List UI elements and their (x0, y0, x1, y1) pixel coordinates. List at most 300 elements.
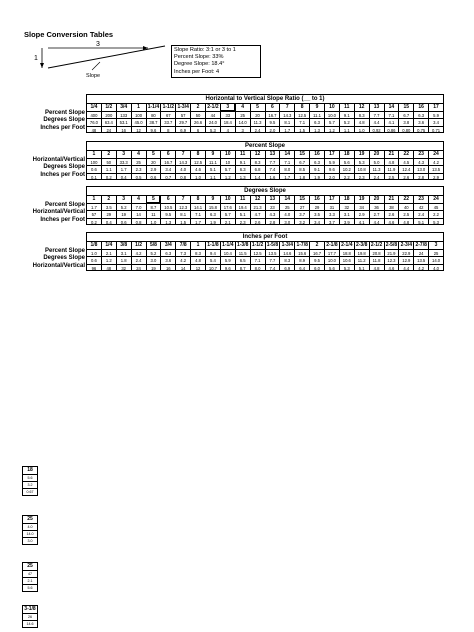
table-cell: 5.1 (413, 218, 428, 226)
column-header: 5 (146, 150, 161, 158)
table-cell: 7.1 (279, 158, 294, 166)
table-cell: 1.7 (190, 218, 205, 226)
rise-arrow-head (40, 63, 44, 68)
table-2 (86, 186, 444, 225)
table-cell: 2.9 (146, 165, 161, 173)
column-header: 8 (190, 150, 205, 158)
table-cell: 2.5 (384, 173, 399, 181)
table-cell: 20.8 (369, 249, 384, 257)
mini-cell: 26 (23, 614, 37, 621)
table-cell: 5.1 (235, 210, 250, 218)
table-cell: 2.9 (428, 173, 444, 181)
table-cell: 5.2 (339, 118, 354, 126)
mini-cell: 0.67 (26, 490, 34, 494)
table-cell: 2.8 (265, 218, 280, 226)
table-cell: 6.3 (205, 210, 220, 218)
column-header: 3 (116, 195, 131, 203)
table-cell: 50 (101, 158, 116, 166)
column-header: 15 (294, 195, 309, 203)
table-header: Percent Slope (86, 141, 444, 150)
table-cell: 2.7 (369, 210, 384, 218)
table-cell: 42 (413, 203, 428, 211)
column-header: 11 (235, 150, 250, 158)
table-cell: 17.7 (324, 249, 339, 257)
column-header: 1-3/4 (279, 241, 294, 249)
column-header: 23 (413, 150, 428, 158)
table-row (86, 256, 444, 264)
column-header: 14 (279, 195, 294, 203)
column-header: 1-5/8 (265, 241, 280, 249)
mini-table (22, 605, 38, 628)
column-header: 10 (324, 103, 339, 111)
table-cell: 0.71 (428, 126, 444, 134)
table-cell: 7.1 (190, 210, 205, 218)
table-cell: 19.8 (354, 249, 369, 257)
mini-table (22, 515, 38, 545)
mini-cell: 47 (23, 571, 37, 578)
table-cell: 40 (398, 203, 413, 211)
table-cell: 1.3 (160, 218, 175, 226)
table-cell: 9.6 (220, 264, 235, 272)
table-cell: 7.3 (175, 249, 190, 257)
table-cell: 4.4 (369, 118, 384, 126)
row-label: Inches per Foot (40, 171, 85, 178)
column-header: 12 (250, 195, 265, 203)
table-cell: 3.6 (160, 256, 175, 264)
column-header: 15 (398, 103, 413, 111)
column-header: 2-3/4 (398, 241, 413, 249)
table-cell: 0.92 (369, 126, 384, 134)
column-header: 4 (131, 195, 146, 203)
table-cell: 5.1 (205, 165, 220, 173)
column-header: 11 (235, 195, 250, 203)
table-cell: 14.0 (428, 256, 444, 264)
table-cell: 4.8 (398, 218, 413, 226)
table-cell: 12 (190, 264, 205, 272)
column-header: 2-1/8 (324, 241, 339, 249)
table-cell: 16.7 (309, 249, 324, 257)
table-cell: 4.3 (265, 210, 280, 218)
table-cell: 8.0 (279, 165, 294, 173)
table-cell: 200 (101, 111, 116, 119)
column-header: 7 (279, 103, 294, 111)
table-cell: 1.3 (309, 126, 324, 134)
table-cell: 33.3 (116, 158, 131, 166)
table-cell: 0.2 (101, 173, 116, 181)
table-cell: 2.2 (428, 210, 444, 218)
table-cell: 14 (175, 264, 190, 272)
table-cell: 2.6 (398, 173, 413, 181)
table-cell: 0.80 (398, 126, 413, 134)
table-cell: 12.5 (250, 249, 265, 257)
table-cell: 4.1 (354, 218, 369, 226)
table-cell: 2.3 (235, 218, 250, 226)
table-cell: 12.3 (175, 203, 190, 211)
mini-header: 3-1/8 (24, 606, 36, 612)
row-label: Percent Slope (44, 109, 85, 116)
column-header: 1 (190, 241, 205, 249)
table-cell: 2.9 (354, 210, 369, 218)
column-header: 7 (175, 150, 190, 158)
table-cell: 6.3 (309, 118, 324, 126)
table-cell: 1.5 (175, 218, 190, 226)
table-cell: 11.8 (369, 256, 384, 264)
column-header: 2-1/2 (205, 103, 220, 111)
table-cell: 4.8 (369, 264, 384, 272)
column-header: 1/2 (101, 103, 116, 111)
table-cell: 2.3 (131, 165, 146, 173)
column-header: 17 (324, 195, 339, 203)
table-cell: 1.1 (339, 126, 354, 134)
table-cell: 9.4 (205, 249, 220, 257)
table-cell: 16 (116, 126, 131, 134)
column-header: 10 (220, 150, 235, 158)
table-cell: 0.1 (86, 173, 101, 181)
table-cell: 0.6 (116, 218, 131, 226)
mini-table (22, 562, 38, 592)
column-header: 15 (294, 150, 309, 158)
table-cell: 53.1 (116, 118, 131, 126)
table-cell: 2.0 (265, 126, 280, 134)
column-header: 1-3/4 (175, 103, 190, 111)
table-cell: 11.1 (205, 158, 220, 166)
table-cell: 2.4 (413, 210, 428, 218)
table-cell: 6.8 (250, 165, 265, 173)
column-header: 16 (413, 103, 428, 111)
slope-line (48, 46, 165, 68)
table-cell: 10.6 (339, 256, 354, 264)
column-header: 19 (354, 195, 369, 203)
column-header: 13 (265, 195, 280, 203)
table-cell: 33 (220, 111, 235, 119)
column-header: 20 (369, 150, 384, 158)
table-cell: 10.7 (205, 264, 220, 272)
table-header: Inches per Foot (86, 232, 444, 241)
table-cell: 4.0 (279, 210, 294, 218)
table-cell: 2.0 (324, 173, 339, 181)
column-header: 1-1/4 (220, 241, 235, 249)
table-cell: 76.0 (86, 118, 101, 126)
table-cell: 9.5 (160, 210, 175, 218)
table-cell: 15.8 (205, 203, 220, 211)
table-cell: 4.4 (369, 218, 384, 226)
column-header: 12 (250, 150, 265, 158)
table-cell: 3.3 (324, 210, 339, 218)
table-cell: 29 (309, 203, 324, 211)
table-cell: 6.9 (279, 264, 294, 272)
table-cell: 8 (160, 126, 175, 134)
legend-percent: Percent Slope: 33% (174, 54, 224, 61)
table-cell: 9.6 (146, 126, 161, 134)
mini-table (22, 466, 38, 496)
table-cell: 12.5 (190, 158, 205, 166)
table-cell: 8.3 (279, 256, 294, 264)
table-row (86, 158, 444, 166)
column-header: 21 (384, 195, 399, 203)
table-cell: 8.9 (294, 256, 309, 264)
table-cell: 10.4 (220, 249, 235, 257)
column-header: 1/2 (131, 241, 146, 249)
table-cell: 4.7 (250, 210, 265, 218)
column-header: 21 (384, 150, 399, 158)
table-row (86, 203, 444, 211)
table-cell: 6.7 (294, 158, 309, 166)
table-cell: 3.2 (294, 218, 309, 226)
table-cell: 3.1 (339, 210, 354, 218)
table-cell: 4.4 (398, 264, 413, 272)
table-cell: 7.1 (250, 256, 265, 264)
table-cell: 100 (86, 158, 101, 166)
table-cell: 6.3 (160, 249, 175, 257)
table-cell: 3.1 (116, 249, 131, 257)
column-header: 5 (146, 195, 161, 203)
table-column-row (86, 150, 444, 158)
table-cell: 3 (235, 126, 250, 134)
column-header: 14 (279, 150, 294, 158)
column-header: 1-3/8 (235, 241, 250, 249)
column-header: 18 (339, 150, 354, 158)
table-cell: 100 (131, 111, 146, 119)
column-header: 5 (250, 103, 265, 111)
column-header: 3 (428, 241, 444, 249)
table-cell: 5.0 (369, 158, 384, 166)
table-cell: 0.6 (86, 256, 101, 264)
column-header: 22 (398, 150, 413, 158)
table-cell: 9.6 (324, 165, 339, 173)
table-cell: 3.7 (324, 218, 339, 226)
row-label: Horizontal/Vertical (32, 262, 85, 269)
table-cell: 22.9 (398, 249, 413, 257)
column-header: 4 (235, 103, 250, 111)
table-cell: 63.4 (101, 118, 116, 126)
table-cell: 32 (339, 203, 354, 211)
table-cell: 2.1 (220, 218, 235, 226)
column-header: 17 (428, 103, 444, 111)
table-cell: 8.5 (294, 165, 309, 173)
table-cell: 5.9 (324, 158, 339, 166)
mini-header: 25 (23, 516, 37, 524)
table-cell: 21.3 (250, 203, 265, 211)
table-cell: 9.1 (309, 165, 324, 173)
table-cell: 3.4 (160, 165, 175, 173)
table-cell: 1.7 (279, 173, 294, 181)
table-cell: 133 (116, 111, 131, 119)
column-header: 9 (205, 150, 220, 158)
rise-label: 1 (34, 55, 38, 62)
column-header: 13 (265, 150, 280, 158)
table-cell: 18.4 (220, 118, 235, 126)
table-cell: 7.0 (131, 203, 146, 211)
table-cell: 26.6 (190, 118, 205, 126)
table-cell: 3.4 (309, 218, 324, 226)
table-cell: 7.4 (265, 264, 280, 272)
table-cell: 16 (160, 264, 175, 272)
table-cell: 44 (205, 111, 220, 119)
column-header: 20 (369, 195, 384, 203)
column-header: 3 (220, 103, 235, 111)
table-cell: 0.8 (175, 173, 190, 181)
column-header: 17 (324, 150, 339, 158)
table-cell: 5.3 (428, 218, 444, 226)
table-cell: 5.7 (220, 165, 235, 173)
column-header: 23 (413, 195, 428, 203)
table-cell: 27 (294, 203, 309, 211)
table-cell: 2.5 (398, 210, 413, 218)
table-cell: 5.4 (205, 256, 220, 264)
table-cell: 24.0 (205, 118, 220, 126)
column-header: 1/4 (101, 241, 116, 249)
row-label: Percent Slope (44, 247, 85, 254)
table-cell: 1.3 (235, 173, 250, 181)
table-cell: 3.0 (279, 218, 294, 226)
table-cell: 7.7 (265, 256, 280, 264)
table-cell: 7.1 (294, 118, 309, 126)
table-cell: 31 (324, 203, 339, 211)
table-cell: 8.1 (279, 118, 294, 126)
table-cell: 19 (146, 264, 161, 272)
table-cell: 24 (413, 249, 428, 257)
table-cell: 19 (116, 210, 131, 218)
table-cell: 1.9 (309, 173, 324, 181)
table-cell: 6.7 (398, 111, 413, 119)
table-cell: 4.2 (175, 256, 190, 264)
table-cell: 1.2 (220, 173, 235, 181)
column-header: 7/8 (175, 241, 190, 249)
table-cell: 2.4 (250, 126, 265, 134)
column-header: 2-3/8 (354, 241, 369, 249)
table-cell: 5.9 (428, 111, 444, 119)
mini-cell: 5.6 (27, 586, 33, 590)
table-cell: 48 (86, 126, 101, 134)
mini-cell: 3.0 (27, 539, 33, 543)
table-cell: 1.0 (146, 218, 161, 226)
row-label: Horizontal/Vertical (32, 156, 85, 163)
table-cell: 7.7 (369, 111, 384, 119)
table-cell: 10 (220, 158, 235, 166)
table-cell: 34 (354, 203, 369, 211)
table-cell: 8.3 (250, 158, 265, 166)
table-cell: 1.1 (205, 173, 220, 181)
table-cell: 1.7 (116, 165, 131, 173)
table-cell: 8.7 (146, 203, 161, 211)
mini-cell: 5.6 (23, 475, 37, 482)
run-label: 3 (96, 41, 100, 48)
table-cell: 0.86 (384, 126, 399, 134)
table-cell: 0.4 (116, 173, 131, 181)
table-cell: 3.7 (294, 210, 309, 218)
mini-cell: 4.0 (23, 524, 37, 531)
table-cell: 5.7 (324, 118, 339, 126)
column-header: 22 (398, 195, 413, 203)
table-cell: 25 (235, 111, 250, 119)
column-header: 6 (265, 103, 280, 111)
column-header: 9 (205, 195, 220, 203)
table-row (86, 118, 444, 126)
table-cell: 1.1 (101, 165, 116, 173)
column-header: 24 (428, 150, 444, 158)
table-cell: 1.0 (354, 126, 369, 134)
column-header: 10 (220, 195, 235, 203)
table-cell: 2.4 (369, 173, 384, 181)
table-cell: 0.6 (86, 165, 101, 173)
column-header: 14 (384, 103, 399, 111)
table-cell: 12 (131, 126, 146, 134)
table-cell: 11 (146, 210, 161, 218)
column-header: 2-1/2 (369, 241, 384, 249)
column-header: 2-7/8 (413, 241, 428, 249)
table-row (86, 165, 444, 173)
slope-diagram (30, 40, 180, 85)
table-cell: 9.1 (235, 158, 250, 166)
column-header: 3/4 (116, 103, 131, 111)
table-cell: 16.7 (160, 158, 175, 166)
row-label: Percent Slope (44, 201, 85, 208)
table-cell: 3.9 (339, 218, 354, 226)
table-cell: 33.7 (160, 118, 175, 126)
table-cell: 1.0 (86, 249, 101, 257)
table-cell: 1.2 (101, 256, 116, 264)
table-cell: 7.4 (265, 165, 280, 173)
table-cell: 45 (428, 203, 444, 211)
table-cell: 25 (279, 203, 294, 211)
column-header: 3/8 (116, 241, 131, 249)
table-cell: 4.2 (413, 264, 428, 272)
slope-pointer (92, 62, 100, 70)
table-cell: 10.8 (354, 165, 369, 173)
example-legend (171, 45, 261, 78)
row-label: Degrees Slope (43, 117, 85, 124)
row-label: Horizontal/Vertical (32, 209, 85, 216)
table-cell: 0.4 (101, 218, 116, 226)
mini-cell: 14.6 (26, 622, 34, 626)
column-header: 4 (131, 150, 146, 158)
table-cell: 11.3 (250, 118, 265, 126)
table-cell: 5.3 (339, 264, 354, 272)
table-cell: 32 (116, 264, 131, 272)
table-row (86, 249, 444, 257)
table-cell: 13.5 (428, 165, 444, 173)
column-header: 1 (86, 195, 101, 203)
table-column-row (86, 195, 444, 203)
table-cell: 4.5 (398, 158, 413, 166)
table-cell: 14.3 (175, 158, 190, 166)
table-cell: 12.4 (398, 165, 413, 173)
table-cell: 1.8 (294, 173, 309, 181)
table-cell: 96 (86, 264, 101, 272)
table-cell: 4.2 (428, 158, 444, 166)
column-header: 1-1/2 (160, 103, 175, 111)
column-header: 11 (339, 103, 354, 111)
column-header: 6 (160, 150, 175, 158)
table-cell: 1.0 (190, 173, 205, 181)
table-cell: 13.0 (413, 165, 428, 173)
slope-label: Slope (86, 73, 101, 79)
table-cell: 6.9 (175, 126, 190, 134)
table-cell: 4.8 (190, 256, 205, 264)
table-cell: 6.5 (235, 256, 250, 264)
table-cell: 6.3 (235, 165, 250, 173)
table-cell: 5.6 (324, 264, 339, 272)
table-cell: 1.9 (205, 218, 220, 226)
table-cell: 0.8 (131, 218, 146, 226)
table-3 (86, 232, 444, 271)
column-header: 5/8 (146, 241, 161, 249)
table-1 (86, 141, 444, 180)
table-cell: 57 (86, 210, 101, 218)
table-cell: 18.8 (339, 249, 354, 257)
mini-cell: 3.2 (23, 482, 37, 489)
column-header: 1-7/8 (294, 241, 309, 249)
